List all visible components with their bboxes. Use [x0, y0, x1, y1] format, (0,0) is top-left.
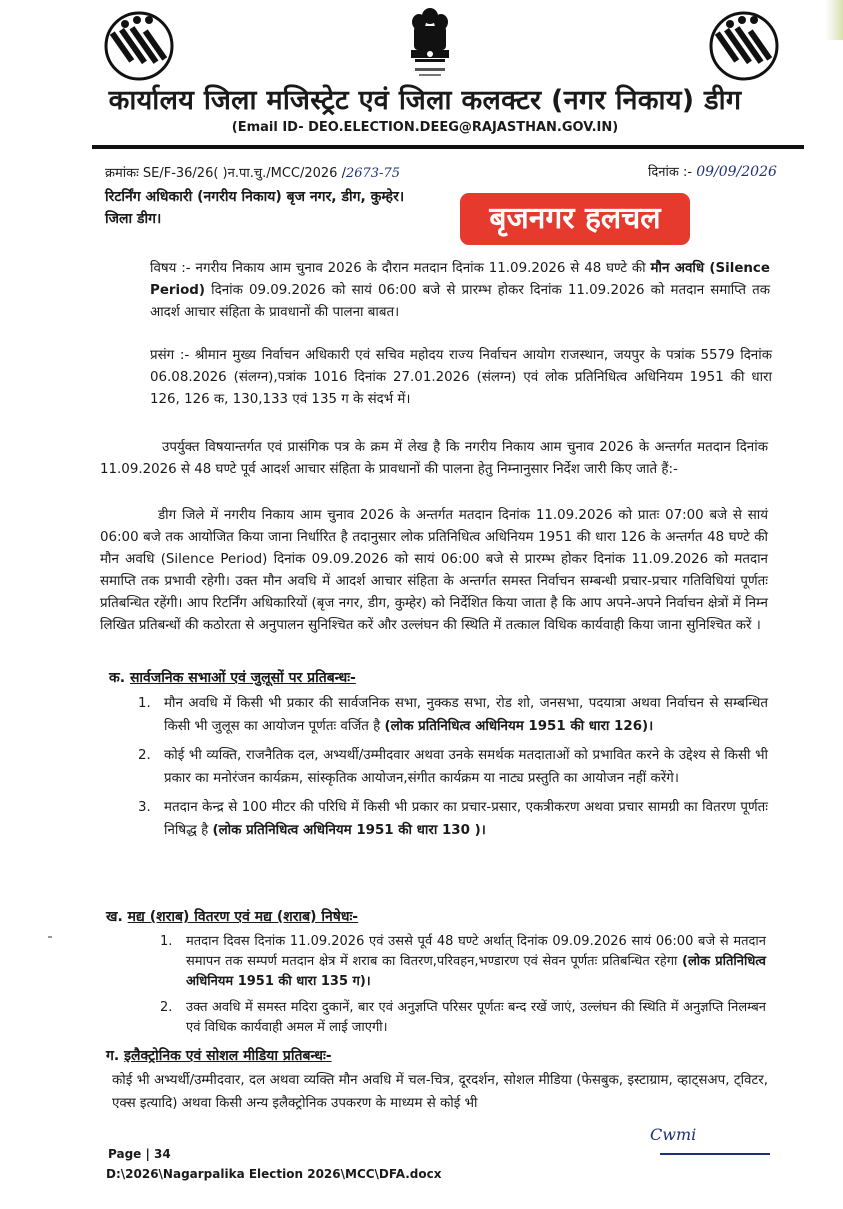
subject-label: विषय :- [150, 261, 191, 276]
item-number: 1. [160, 934, 173, 949]
header-divider [92, 145, 804, 149]
directive-text: डीग जिले में नगरीय निकाय आम चुनाव 2026 के अन्तर्गत मतदान दिनांक 11.09.2026 को प्रातः 07:00 बजे से सायं 06:00 बजे तक आयोजित किया जाना निर्धारित है तदानुसार लोक प्रतिनिधित्व अधिनियम 1951 की धारा 126 के अन्तर्गत 48 घण्टे की मौन अवधि (Silence Period) दिनांक 09.09.2026 को सायं 06:00 बजे से प्रारम्भ होकर दिनांक 11.09.2026 को मतदान समाप्ति तक प्रभावी रहेगी। उक्त मौन अवधि में आदर्श आचार संहिता के अन्तर्गत समस्त निर्वाचन सम्बन्धी प्रचार-प्रचार गतिविधियां पूर्णतः प्रतिबन्धित रहेंगी। आप रिटर्निंग अधिकारियों (बृज नगर, डीग, कुम्हेर) को निर्देशित किया जाता है कि आप अपने-अपने निर्वाचन क्षेत्रों में निम्न लिखित प्रतिबन्धों की कठोरता से अनुपालन सुनिश्चित करें और उल्लंघन की स्थिति में तत्काल विधिक कार्यवाही किया जाना सुनिश्चित करें । [100, 508, 768, 633]
date-handwritten: 09/09/2026 [696, 164, 777, 180]
list-item [138, 744, 768, 790]
section-title: मद्य (शराब) वितरण एवं मद्य (शराब) निषेधः- [127, 909, 359, 925]
section-g-paragraph [112, 1069, 768, 1115]
page-number: Page | 34 [108, 1147, 171, 1161]
list-item [160, 932, 766, 992]
list-item [160, 998, 766, 1038]
intro-paragraph [100, 437, 768, 481]
item-text: उक्त अवधि में समस्त मदिरा दुकानें, बार एवं अनुज्ञप्ति परिसर पूर्णतः बन्द रखें जाएं, उल्लंघन की स्थिति में अनुज्ञप्ति निलम्बन एवं विधिक कार्यवाही अमल में लाई जाएगी। [186, 1000, 766, 1035]
addressee-line: जिला डीग। [105, 211, 162, 227]
reference-number [105, 163, 400, 181]
file-path: D:\2026\Nagarpalika Election 2026\MCC\DFA.docx [106, 1167, 442, 1181]
list-item [138, 796, 768, 842]
item-text: मतदान दिवस दिनांक 11.09.2026 एवं उससे पूर्व 48 घण्टे अर्थात् दिनांक 09.09.2026 सायं 06:00 बजे से मतदान समापन तक सम्पर्ण मतदान क्षेत्र में शराब का वितरण,परिवहन,भण्डारण एवं सेवन पूर्णतः प्रतिबन्धित रहेगा [186, 934, 766, 969]
reference-number-handwritten: 2673-75 [345, 166, 400, 181]
section-heading [106, 907, 358, 926]
subject-text: दिनांक 09.09.2026 को सायं 06:00 बजे से प्रारम्भ होकर दिनांक 11.09.2026 को मतदान समाप्ति तक आदर्श आचार संहिता के प्रावधानों की पालना बाबत। [150, 283, 770, 320]
letter-date [648, 162, 777, 180]
section-prefix: ग. [106, 1048, 120, 1064]
national-emblem-icon [405, 6, 455, 82]
date-label: दिनांक :- [648, 165, 693, 180]
section-prefix: ख. [106, 909, 123, 925]
intro-text: उपर्युक्त विषयान्तर्गत एवं प्रासंगिक पत्र के क्रम में लेख है कि नगरीय निकाय आम चुनाव 2026 के अन्तर्गत मतदान दिनांक 11.09.2026 से 48 घण्टे पूर्व आदर्श आचार संहिता के प्रावधानों की पालना हेतु निम्नानुसार निर्देश जारी किए जाते हैं:- [100, 440, 768, 477]
item-bold-text: (लोक प्रतिनिधित्व अधिनियम 1951 की धारा 126)। [384, 719, 654, 734]
prasang-label: प्रसंग :- [150, 348, 190, 363]
section-title: इलैक्ट्रोनिक एवं सोशल मीडिया प्रतिबन्धः- [124, 1048, 332, 1064]
item-text: मौन अवधि में किसी भी प्रकार की सार्वजनिक सभा, नुक्कड सभा, रोड शो, जनसभा, पदयात्रा अथवा निर्वाचन से सम्बन्धित किसी भी जुलूस का आयोजन पूर्णतः वर्जित है [164, 696, 768, 734]
signature-underline [660, 1153, 770, 1155]
addressee [105, 186, 404, 230]
item-number: 3. [138, 800, 151, 815]
item-bold-text: (लोक प्रतिनिधित्व अधिनियम 1951 की धारा 135 ग)। [186, 954, 766, 989]
item-number: 2. [160, 1000, 173, 1015]
item-bold-text: (लोक प्रतिनिधित्व अधिनियम 1951 की धारा 130 )। [212, 823, 486, 838]
election-ballot-logo-icon [103, 10, 175, 82]
election-ballot-logo-icon [708, 10, 780, 82]
section-title: सार्वजनिक सभाओं एवं जुलूसों पर प्रतिबन्धः- [129, 670, 356, 686]
scan-mark [48, 936, 52, 938]
item-number: 1. [138, 696, 151, 711]
addressee-line: रिटर्निंग अधिकारी (नगरीय निकाय) बृज नगर, डीग, कुम्हेर। [105, 189, 405, 205]
photo-edge-artifact [825, 0, 843, 40]
section-k-list [138, 692, 768, 848]
watermark-badge: बृजनगर हलचल [460, 193, 690, 245]
handwritten-signature: Cwmi [650, 1125, 697, 1144]
subject-paragraph [150, 258, 770, 324]
office-email: (Email ID- DEO.ELECTION.DEEG@RAJASTHAN.GOV.IN) [231, 120, 619, 135]
subject-text: नगरीय निकाय आम चुनाव 2026 के दौरान मतदान दिनांक 11.09.2026 से 48 घण्टे की [195, 261, 646, 276]
subject-bold-text: मौन अवधि (Silence Period) [150, 261, 770, 298]
section-g-text: कोई भी अभ्यर्थी/उम्मीदवार, दल अथवा व्यक्ति मौन अवधि में चल-चित्र, दूरदर्शन, सोशल मीडिया (फेसबुक, इस्टाग्राम, व्हाट्सअप, ट्विटर, एक्स इत्यादि) अथवा किसी अन्य इलैक्ट्रोनिक उपकरण के माध्यम से कोई भी [112, 1073, 768, 1111]
directive-paragraph [100, 505, 768, 637]
item-text: मतदान केन्द्र से 100 मीटर की परिधि में किसी भी प्रकार का प्रचार-प्रसार, एकत्रीकरण अथवा प्रचार सामग्री का वितरण पूर्णतः निषिद्ध है [164, 800, 768, 838]
item-number: 2. [138, 748, 151, 763]
prasang-text: श्रीमान मुख्य निर्वाचन अधिकारी एवं सचिव महोदय राज्य निर्वाचन आयोग राजस्थान, जयपुर के पत्रांक 5579 दिनांक 06.08.2026 (संलग्न),पत्रांक 1016 दिनांक 27.01.2026 (संलग्न) एवं लोक प्रतिनिधित्व अधिनियम 1951 की धारा 126, 126 क, 130,133 एवं 135 ग के संदर्भ में। [150, 348, 772, 407]
section-prefix: क. [109, 670, 126, 686]
section-kh-list [160, 932, 766, 1044]
office-title: कार्यालय जिला मजिस्ट्रेट एवं जिला कलक्टर (नगर निकाय) डीग [108, 85, 742, 116]
section-heading [109, 668, 356, 687]
section-heading [106, 1046, 332, 1065]
item-text: कोई भी व्यक्ति, राजनैतिक दल, अभ्यर्थी/उम्मीदवार अथवा उनके समर्थक मतदाताओं को प्रभावित करने के उद्देश्य से किसी भी प्रकार का मनोरंजन कार्यक्रम, सांस्कृतिक आयोजन,संगीत कार्यक्रम या नाट्य प्रस्तुति का आयोजन नहीं करेंगे। [164, 748, 768, 786]
reference-paragraph [150, 345, 772, 411]
reference-number-printed: क्रमांकः SE/F-36/26( )न.पा.चु./MCC/2026 / [105, 166, 346, 181]
list-item [138, 692, 768, 738]
